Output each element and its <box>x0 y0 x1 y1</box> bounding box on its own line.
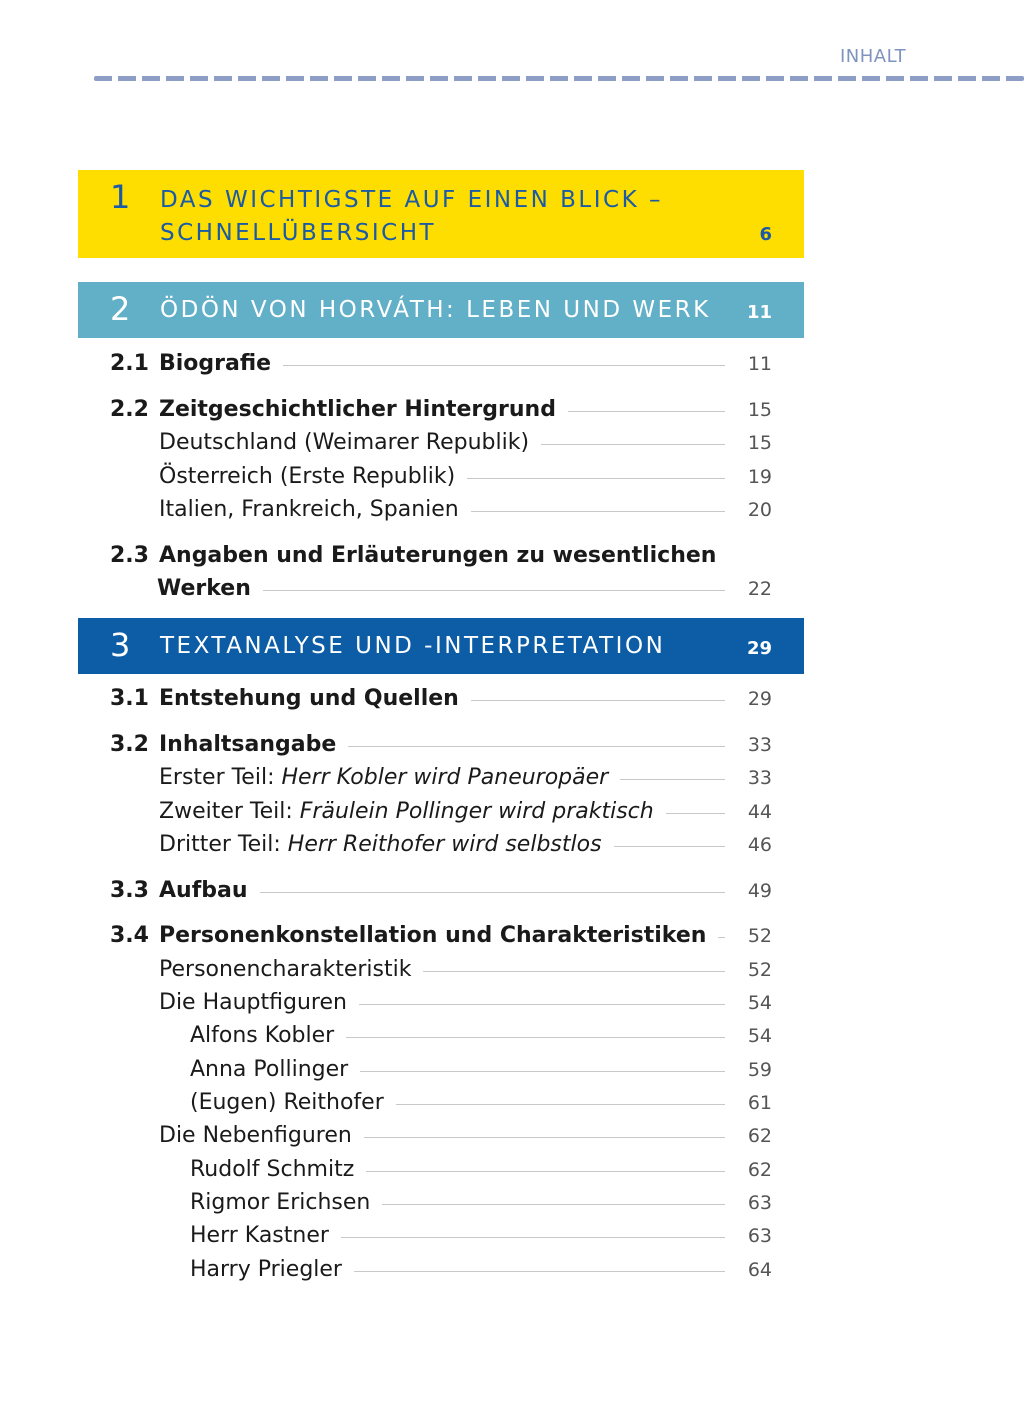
entry-page: 22 <box>747 578 772 600</box>
entry-number: 2.1 <box>110 351 149 376</box>
toc-entry[interactable] <box>110 799 772 829</box>
toc-entry[interactable] <box>110 923 772 953</box>
entry-page: 62 <box>747 1125 772 1147</box>
entry-page: 19 <box>747 466 772 488</box>
entry-label-text: Deutschland (Weimarer Republik) <box>159 430 530 455</box>
entry-label-text: Italien, Frankreich, Spanien <box>159 497 459 522</box>
entry-label-italic: Herr Kobler wird Paneuropäer <box>281 765 609 790</box>
toc-entry[interactable] <box>110 464 772 494</box>
toc-entry[interactable] <box>110 497 772 527</box>
toc-entry[interactable] <box>110 686 772 716</box>
entry-number: 2.3 <box>110 543 149 568</box>
toc-entry[interactable] <box>110 1023 772 1053</box>
leader-line <box>467 478 725 479</box>
entry-label-text: Angaben und Erläuterungen zu wesentlichen <box>159 543 717 568</box>
entry-page: 52 <box>747 959 772 981</box>
entry-label <box>159 923 706 948</box>
entry-label-text: Anna Pollinger <box>190 1057 349 1082</box>
toc-entry[interactable] <box>110 1123 772 1153</box>
entry-page: 29 <box>747 688 772 710</box>
leader-line <box>614 846 725 847</box>
entry-page: 54 <box>747 1025 772 1047</box>
entry-label-text: Biografie <box>159 351 272 376</box>
leader-line <box>620 779 725 780</box>
toc-entry[interactable] <box>110 1157 772 1187</box>
toc-entry[interactable] <box>110 1257 772 1287</box>
leader-line <box>348 746 725 747</box>
entry-label <box>190 1257 342 1282</box>
entry-label <box>190 1223 329 1248</box>
leader-line <box>471 511 725 512</box>
entry-label <box>159 430 529 455</box>
entry-label-text: Österreich (Erste Republik) <box>159 464 456 489</box>
entry-label <box>159 799 654 824</box>
entry-label-text: Dritter Teil: <box>159 832 288 857</box>
dashed-divider <box>94 76 1024 81</box>
entry-label-italic: Fräulein Pollinger wird praktisch <box>299 799 654 824</box>
toc-entry[interactable] <box>110 990 772 1020</box>
leader-line <box>382 1204 725 1205</box>
toc-entry[interactable] <box>110 732 772 762</box>
entry-page: 63 <box>747 1192 772 1214</box>
chapter-2-heading[interactable] <box>78 282 804 338</box>
entry-number: 2.2 <box>110 397 149 422</box>
entry-label-text: Inhaltsangabe <box>159 732 337 757</box>
entry-page: 54 <box>747 992 772 1014</box>
leader-line <box>260 892 725 893</box>
leader-line <box>718 937 725 938</box>
entry-page: 49 <box>747 880 772 902</box>
toc-entry[interactable] <box>110 1057 772 1087</box>
entry-page: 11 <box>747 353 772 375</box>
toc-entry[interactable] <box>110 957 772 987</box>
toc-entry[interactable] <box>110 878 772 908</box>
entry-label <box>190 1090 384 1115</box>
leader-line <box>341 1237 725 1238</box>
entry-page: 33 <box>747 734 772 756</box>
entry-label-text: Entstehung und Quellen <box>159 686 459 711</box>
leader-line <box>359 1004 725 1005</box>
entry-page: 64 <box>747 1259 772 1281</box>
leader-line <box>423 971 725 972</box>
entry-label-text: Personenkonstellation und Charakteristiken <box>159 923 707 948</box>
toc-entry[interactable] <box>110 576 772 606</box>
leader-line <box>396 1104 725 1105</box>
toc-entry[interactable] <box>110 832 772 862</box>
chapter-page: 29 <box>746 638 772 659</box>
leader-line <box>263 590 725 591</box>
entry-label <box>159 351 271 376</box>
entry-label-text: Alfons Kobler <box>190 1023 335 1048</box>
toc-entry[interactable] <box>110 543 772 573</box>
entry-label <box>190 1157 354 1182</box>
entry-number: 3.2 <box>110 732 149 757</box>
entry-label-text: Die Hauptfiguren <box>159 990 347 1015</box>
entry-number: 3.1 <box>110 686 149 711</box>
chapter-page: 6 <box>759 224 772 245</box>
entry-page: 61 <box>747 1092 772 1114</box>
entry-label-text: Erster Teil: <box>159 765 282 790</box>
leader-line <box>360 1071 725 1072</box>
toc-entry[interactable] <box>110 397 772 427</box>
toc-entry[interactable] <box>110 1190 772 1220</box>
leader-line <box>541 444 725 445</box>
entry-page: 44 <box>747 801 772 823</box>
entry-label <box>159 1123 352 1148</box>
entry-page: 15 <box>747 432 772 454</box>
entry-label-text: Aufbau <box>159 878 248 903</box>
entry-number: 3.3 <box>110 878 149 903</box>
entry-page: 46 <box>747 834 772 856</box>
entry-label-italic: Herr Reithofer wird selbstlos <box>287 832 602 857</box>
chapter-title: DAS WICHTIGSTE AUF EINEN BLICK – SCHNELLÜBERSICHT <box>160 187 663 246</box>
leader-line <box>366 1171 725 1172</box>
entry-label <box>190 1023 334 1048</box>
entry-label-text: Zeitgeschichtlicher Hintergrund <box>159 397 556 422</box>
chapter-1-heading[interactable] <box>78 170 804 258</box>
entry-page: 59 <box>747 1059 772 1081</box>
entry-label-text: Rigmor Erichsen <box>190 1190 371 1215</box>
entry-label-text: (Eugen) Reithofer <box>190 1090 384 1115</box>
chapter-title: TEXTANALYSE UND -INTERPRETATION <box>160 633 666 659</box>
chapter-3-heading[interactable] <box>78 618 804 674</box>
entry-label-text: Herr Kastner <box>190 1223 329 1248</box>
entry-page: 15 <box>747 399 772 421</box>
chapter-title: ÖDÖN VON HORVÁTH: LEBEN UND WERK <box>160 297 711 323</box>
entry-label <box>159 957 411 982</box>
entry-page: 63 <box>747 1225 772 1247</box>
entry-label <box>159 765 608 790</box>
entry-label-text: Personencharakteristik <box>159 957 412 982</box>
entry-label-text: Zweiter Teil: <box>159 799 300 824</box>
toc-entry[interactable] <box>110 430 772 460</box>
entry-label-text: Die Nebenfiguren <box>159 1123 352 1148</box>
leader-line <box>364 1137 725 1138</box>
entry-label-text: Werken <box>157 576 251 601</box>
chapter-number: 3 <box>110 626 131 664</box>
leader-line <box>471 700 725 701</box>
entry-label <box>157 576 251 601</box>
entry-label <box>159 543 716 568</box>
leader-line <box>568 411 725 412</box>
entry-label-text: Harry Priegler <box>190 1257 342 1282</box>
entry-page: 20 <box>747 499 772 521</box>
entry-label-text: Rudolf Schmitz <box>190 1157 355 1182</box>
entry-label <box>159 497 459 522</box>
toc-entry[interactable] <box>110 1090 772 1120</box>
entry-number: 3.4 <box>110 923 149 948</box>
chapter-number: 1 <box>110 178 131 216</box>
chapter-number: 2 <box>110 290 131 328</box>
leader-line <box>346 1037 725 1038</box>
entry-label <box>159 832 602 857</box>
leader-line <box>666 813 725 814</box>
entry-label <box>159 990 347 1015</box>
entry-page: 33 <box>747 767 772 789</box>
entry-page: 62 <box>747 1159 772 1181</box>
leader-line <box>283 365 725 366</box>
chapter-page: 11 <box>746 302 772 323</box>
entry-label <box>159 464 455 489</box>
entry-page: 52 <box>747 925 772 947</box>
toc-entry[interactable] <box>110 1223 772 1253</box>
entry-label <box>159 878 248 903</box>
entry-label <box>190 1057 348 1082</box>
running-header: INHALT <box>840 46 907 67</box>
entry-label <box>159 397 556 422</box>
entry-label <box>159 732 336 757</box>
toc-entry[interactable] <box>110 765 772 795</box>
toc-entry[interactable] <box>110 351 772 381</box>
leader-line <box>354 1271 725 1272</box>
entry-label <box>159 686 459 711</box>
entry-label <box>190 1190 370 1215</box>
